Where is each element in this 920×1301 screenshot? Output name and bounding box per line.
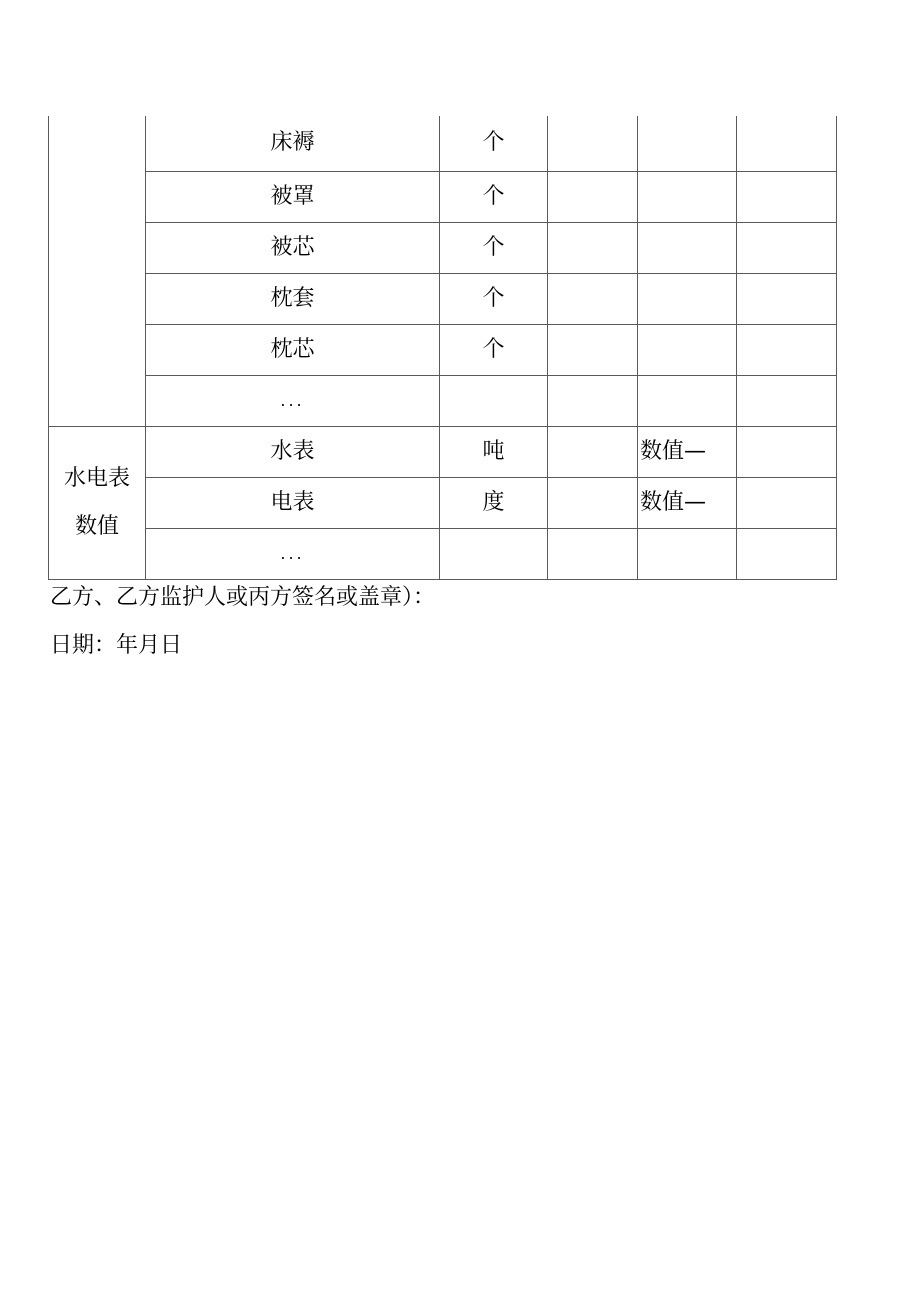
empty-cell <box>548 273 638 324</box>
empty-cell <box>737 528 837 579</box>
empty-cell <box>638 273 737 324</box>
empty-cell <box>737 324 837 375</box>
table-row <box>49 528 837 579</box>
ellipsis-cell: ... <box>146 375 440 426</box>
empty-cell <box>737 477 837 528</box>
item-name-cell: 被罩 <box>146 171 440 222</box>
empty-cell <box>737 222 837 273</box>
empty-cell <box>548 171 638 222</box>
bedding-group-cell <box>49 116 146 426</box>
empty-cell <box>548 477 638 528</box>
item-name-cell: 枕芯 <box>146 324 440 375</box>
item-name-cell: 枕套 <box>146 273 440 324</box>
unit-cell: 个 <box>440 273 548 324</box>
empty-cell <box>638 222 737 273</box>
empty-cell <box>548 222 638 273</box>
table-row <box>49 222 837 273</box>
empty-cell <box>737 426 837 477</box>
empty-cell <box>548 375 638 426</box>
unit-cell: 度 <box>440 477 548 528</box>
unit-cell: 个 <box>440 116 548 171</box>
item-name-cell: 被芯 <box>146 222 440 273</box>
meter-value-cell: 数值— <box>638 477 737 528</box>
inventory-table <box>48 116 837 580</box>
unit-cell <box>440 528 548 579</box>
ellipsis-cell: ... <box>146 528 440 579</box>
unit-cell <box>440 375 548 426</box>
empty-cell <box>737 116 837 171</box>
signature-label: 乙方、乙方监护人或丙方签名或盖章）： <box>50 585 436 610</box>
empty-cell <box>737 171 837 222</box>
table-row <box>49 375 837 426</box>
empty-cell <box>548 426 638 477</box>
meter-value-cell <box>638 528 737 579</box>
item-name-cell: 床褥 <box>146 116 440 171</box>
unit-cell: 个 <box>440 171 548 222</box>
empty-cell <box>548 324 638 375</box>
empty-cell <box>737 273 837 324</box>
table-row <box>49 477 837 528</box>
empty-cell <box>548 116 638 171</box>
empty-cell <box>638 375 737 426</box>
table-row <box>49 324 837 375</box>
meter-group-label-cell <box>49 426 146 579</box>
item-name-cell: 水表 <box>146 426 440 477</box>
date-label: 日期：年月日 <box>50 633 183 658</box>
table-row <box>49 426 837 477</box>
unit-cell: 个 <box>440 222 548 273</box>
empty-cell <box>548 528 638 579</box>
unit-cell: 个 <box>440 324 548 375</box>
meter-group-label-line1: 水电表 <box>63 465 130 491</box>
table-row <box>49 171 837 222</box>
table-row <box>49 116 837 171</box>
meter-value-cell: 数值— <box>638 426 737 477</box>
item-name-cell: 电表 <box>146 477 440 528</box>
table-row <box>49 273 837 324</box>
empty-cell <box>638 116 737 171</box>
unit-cell: 吨 <box>440 426 548 477</box>
empty-cell <box>638 171 737 222</box>
meter-group-label-line2: 数值 <box>74 513 119 539</box>
empty-cell <box>638 324 737 375</box>
empty-cell <box>737 375 837 426</box>
